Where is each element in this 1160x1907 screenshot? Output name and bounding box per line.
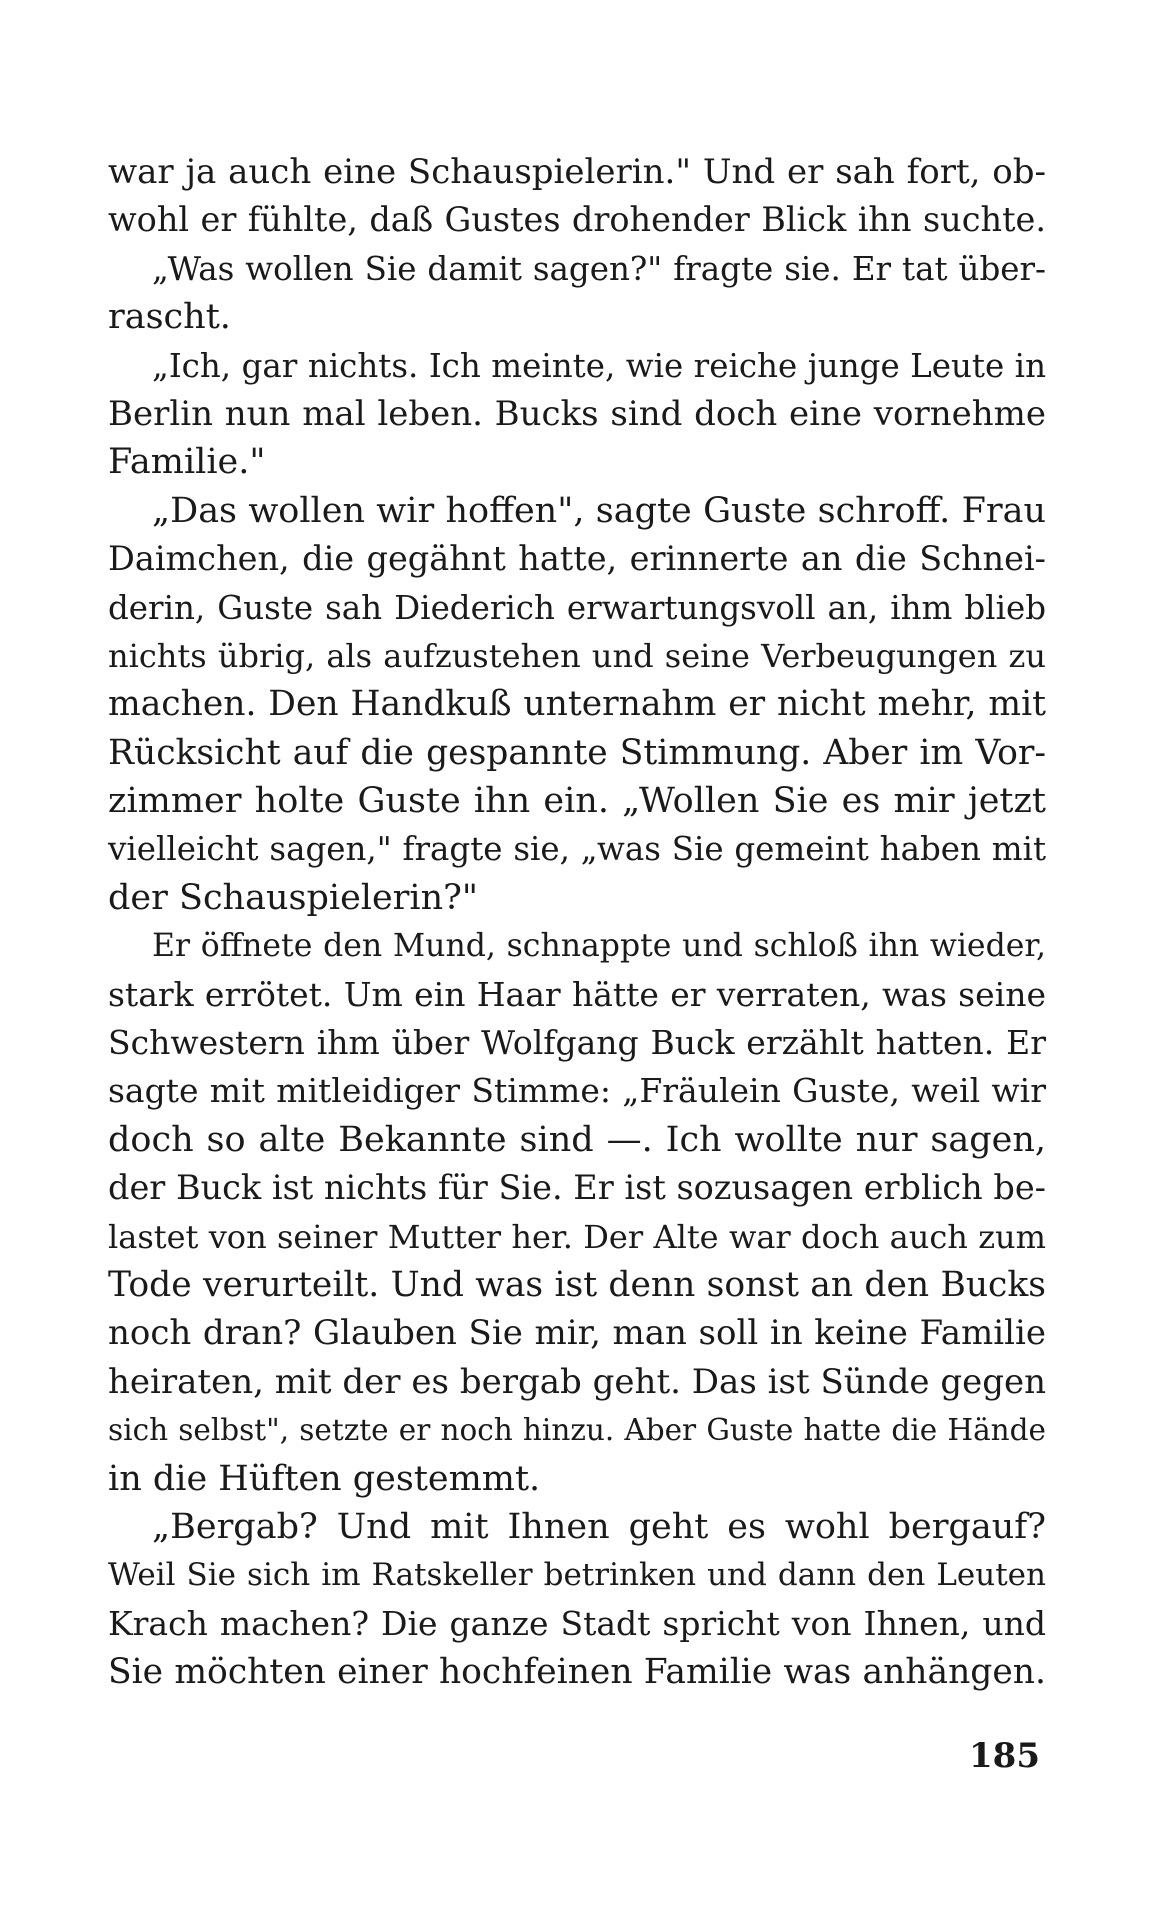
text-line: in die Hüften gestemmt. xyxy=(108,1458,541,1499)
text-line: heiraten, mit der es bergab geht. Das ist Sünde gegen xyxy=(108,1361,1046,1402)
text-line: doch so alte Bekannte sind —. Ich wollte nur sagen, xyxy=(108,1119,1046,1160)
text-line: sich selbst", setzte er noch hinzu. Aber Guste hatte die Hände xyxy=(108,1413,1046,1448)
text-line: noch dran? Glauben Sie mir, man soll in keine Familie xyxy=(108,1313,1046,1354)
text-line: Tode verurteilt. Und was ist denn sonst an den Bucks xyxy=(108,1264,1046,1305)
text-line: der Buck ist nichts für Sie. Er ist sozusagen erblich be- xyxy=(108,1168,1046,1208)
page-number: 185 xyxy=(969,1736,1040,1776)
text-line: wohl er fühlte, daß Gustes drohender Blick ihn suchte. xyxy=(108,200,1046,240)
text-line: Rücksicht auf die gespannte Stimmung. Aber im Vor- xyxy=(108,732,1046,773)
text-line: zimmer holte Guste ihn ein. „Wollen Sie es mir jetzt xyxy=(108,781,1046,822)
text-line: nichts übrig, als aufzustehen und seine Verbeugungen zu xyxy=(108,636,1046,675)
text-line: Er öffnete den Mund, schnappte und schloß ihn wieder, xyxy=(152,928,1046,965)
text-line: „Was wollen Sie damit sagen?" fragte sie. Er tat über- xyxy=(152,249,1046,288)
text-line: lastet von seiner Mutter her. Der Alte war doch auch zum xyxy=(108,1217,1046,1256)
text-line: Schwestern ihm über Wolfgang Buck erzählt hatten. Er xyxy=(108,1023,1046,1063)
text-line: derin, Guste sah Diederich erwartungsvoll an, ihm blieb xyxy=(108,588,1046,627)
text-line: „Das wollen wir hoffen", sagte Guste schroff. Frau xyxy=(152,490,1046,531)
text-line: stark errötet. Um ein Haar hätte er verraten, was seine xyxy=(108,974,1046,1014)
body-text xyxy=(108,148,1046,1697)
text-line: Daimchen, die gegähnt hatte, erinnerte an die Schnei- xyxy=(108,539,1046,579)
text-line: rascht. xyxy=(108,297,231,338)
text-line: Sie möchten einer hochfeinen Familie was anhängen. xyxy=(108,1652,1046,1693)
text-line: Berlin nun mal leben. Bucks sind doch eine vornehme xyxy=(108,393,1046,434)
text-line: „Bergab? Und mit Ihnen geht es wohl bergauf? xyxy=(152,1506,1046,1547)
text-line: machen. Den Handkuß unternahm er nicht mehr, mit xyxy=(108,684,1046,725)
text-line: war ja auch eine Schauspielerin." Und er sah fort, ob- xyxy=(108,152,1046,192)
text-line: der Schauspielerin?" xyxy=(108,877,479,918)
text-line: vielleicht sagen," fragte sie, „was Sie gemeint haben mit xyxy=(108,830,1046,869)
text-line: „Ich, gar nichts. Ich meinte, wie reiche junge Leute in xyxy=(152,346,1046,385)
text-line: Weil Sie sich im Ratskeller betrinken und dann den Leuten xyxy=(108,1557,1046,1594)
text-line: Familie." xyxy=(108,442,266,483)
text-line: sagte mit mitleidiger Stimme: „Fräulein Guste, weil wir xyxy=(108,1071,1046,1111)
text-line: Krach machen? Die ganze Stadt spricht von Ihnen, und xyxy=(108,1603,1046,1643)
